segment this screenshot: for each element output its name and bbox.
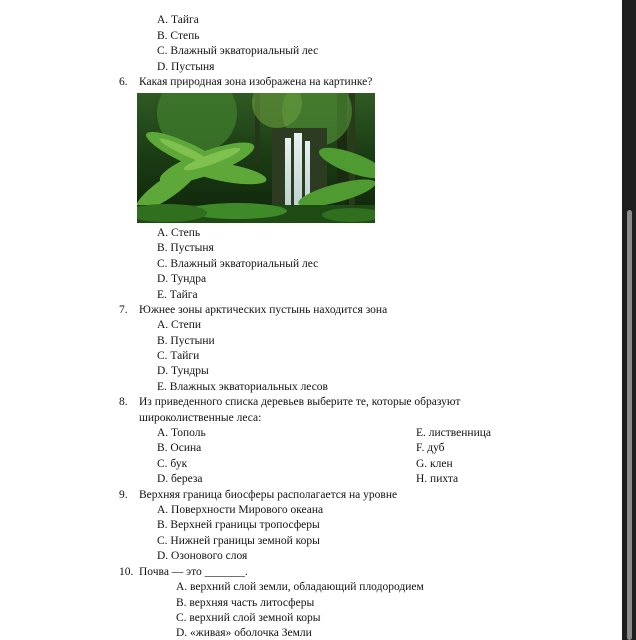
q10-option-b: B. верхняя часть литосферы xyxy=(176,597,315,609)
q5-option-d: D. Пустыня xyxy=(157,61,215,73)
q9-option-d: D. Озонового слоя xyxy=(157,550,248,562)
q7-option-e: E. Влажных экваториальных лесов xyxy=(157,381,328,393)
question-number: 8. xyxy=(119,396,128,408)
question-number: 9. xyxy=(119,489,128,501)
question-text: Почва — это _______. xyxy=(139,566,248,578)
q5-option-a: A. Тайга xyxy=(157,14,199,26)
q9-option-b: B. Верхней границы тропосферы xyxy=(157,519,320,531)
q8-option-h: H. пихта xyxy=(416,473,459,485)
q10-option-c: C. верхний слой земной коры xyxy=(176,612,321,624)
q8-option-d: D. береза xyxy=(157,473,203,485)
q6-option-d: D. Тундра xyxy=(157,273,207,285)
rainforest-waterfall-photo xyxy=(137,93,375,223)
q8-option-f: F. дуб xyxy=(416,442,445,454)
q8-option-c: C. бук xyxy=(157,458,188,470)
q5-option-b: B. Степь xyxy=(157,30,200,42)
question-text: Какая природная зона изображена на картинке? xyxy=(139,76,373,88)
question-7 xyxy=(119,303,387,318)
question-number: 7. xyxy=(119,304,128,316)
q8-option-a: A. Тополь xyxy=(157,427,206,439)
question-text: Из приведенного списка деревьев выберите те, которые образуют xyxy=(139,396,461,408)
question-9 xyxy=(119,488,397,503)
q5-option-c: C. Влажный экваториальный лес xyxy=(157,45,319,57)
q9-option-c: C. Нижней границы земной коры xyxy=(157,535,320,547)
scrollbar-thumb[interactable] xyxy=(627,210,632,640)
q7-option-c: C. Тайги xyxy=(157,350,200,362)
q8-option-e: E. лиственница xyxy=(416,427,491,439)
vertical-scrollbar[interactable] xyxy=(622,0,636,640)
question-text: Южнее зоны арктических пустынь находится зона xyxy=(139,304,388,316)
q6-option-a: A. Степь xyxy=(157,227,201,239)
q9-option-a: A. Поверхности Мирового океана xyxy=(157,504,324,516)
q7-option-d: D. Тундры xyxy=(157,365,209,377)
q6-option-b: B. Пустыня xyxy=(157,242,214,254)
question-number: 6. xyxy=(119,76,128,88)
question-8 xyxy=(119,395,460,410)
q8-option-g: G. клен xyxy=(416,458,453,470)
question-text: Верхняя граница биосферы располагается на уровне xyxy=(139,489,398,501)
question-number: 10. xyxy=(119,566,134,578)
question-10 xyxy=(119,565,248,580)
q8-option-b: B. Осина xyxy=(157,442,202,454)
q6-option-c: C. Влажный экваториальный лес xyxy=(157,258,319,270)
q10-option-d: D. «живая» оболочка Земли xyxy=(176,627,312,639)
q6-option-e: E. Тайга xyxy=(157,289,198,301)
question-8-continued: широколиственные леса: xyxy=(139,412,262,424)
question-6 xyxy=(119,75,372,90)
q10-option-a: A. верхний слой земли, обладающий плодородием xyxy=(176,581,424,593)
q7-option-a: A. Степи xyxy=(157,319,202,331)
q7-option-b: B. Пустыни xyxy=(157,335,215,347)
